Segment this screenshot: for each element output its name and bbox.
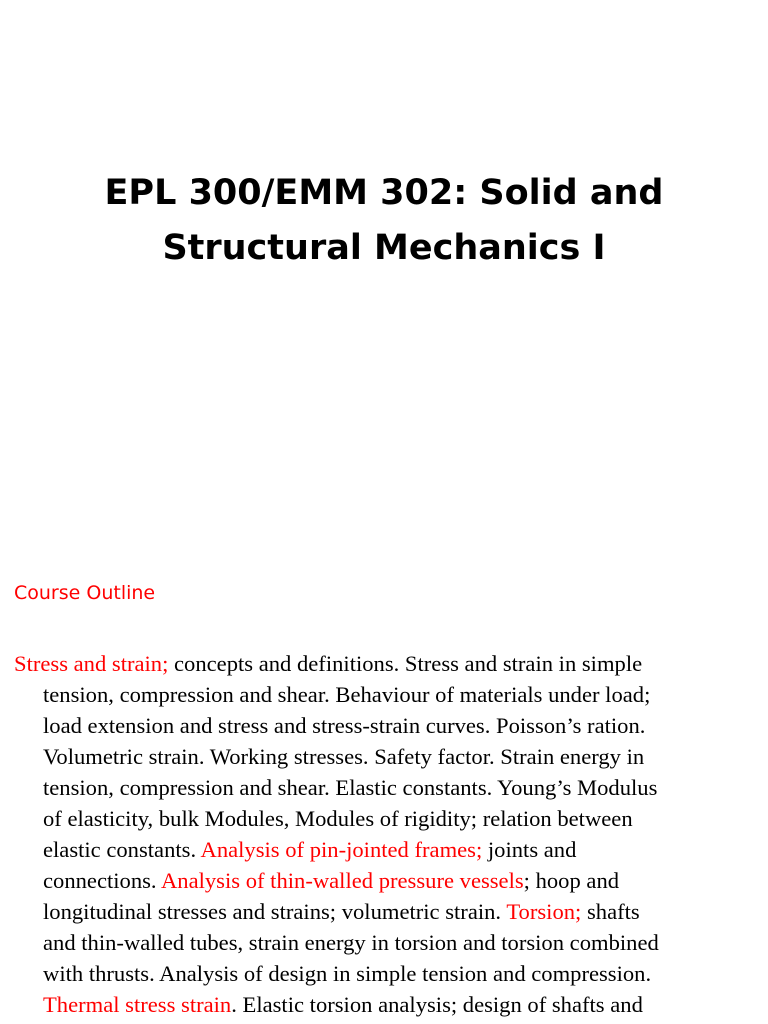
course-outline-heading: Course Outline xyxy=(14,582,156,604)
outline-line xyxy=(14,896,754,927)
outline-text: connections. xyxy=(43,868,161,893)
outline-topic-heading: Torsion; xyxy=(506,899,582,924)
outline-text: load extension and stress and stress-strain curves. Poisson’s ration. xyxy=(43,713,646,738)
outline-text: elastic constants. xyxy=(43,837,201,862)
outline-line xyxy=(14,803,754,834)
outline-text: and thin-walled tubes, strain energy in torsion and torsion combined xyxy=(43,930,659,955)
outline-line xyxy=(14,958,754,989)
outline-line xyxy=(14,927,754,958)
outline-line xyxy=(14,741,754,772)
outline-text: of elasticity, bulk Modules, Modules of rigidity; relation between xyxy=(43,806,633,831)
outline-line xyxy=(14,989,754,1020)
outline-line xyxy=(14,679,754,710)
outline-text: . Elastic torsion analysis; design of shafts and xyxy=(231,992,643,1017)
outline-text: ; hoop and xyxy=(523,868,620,893)
outline-line xyxy=(14,834,754,865)
outline-line xyxy=(14,865,754,896)
outline-text: with thrusts. Analysis of design in simple tension and compression. xyxy=(43,961,652,986)
title-line-2: Structural Mechanics I xyxy=(162,228,606,268)
outline-text: joints and xyxy=(482,837,577,862)
outline-text: tension, compression and shear. Elastic constants. Young’s Modulus xyxy=(43,775,658,800)
outline-topic-heading: Analysis of pin-jointed frames; xyxy=(200,837,483,862)
outline-text: Volumetric strain. Working stresses. Safety factor. Strain energy in xyxy=(43,744,645,769)
outline-text: concepts and definitions. Stress and strain in simple xyxy=(168,651,643,676)
outline-topic-heading: Thermal stress strain xyxy=(43,992,232,1017)
outline-line xyxy=(14,710,754,741)
course-outline-paragraph xyxy=(14,648,754,1020)
outline-topic-heading: Stress and strain; xyxy=(14,651,169,676)
outline-line xyxy=(14,648,754,679)
outline-text: shafts xyxy=(581,899,640,924)
outline-line xyxy=(14,772,754,803)
slide-title xyxy=(0,166,768,276)
outline-topic-heading: Analysis of thin-walled pressure vessels xyxy=(160,868,524,893)
outline-text: tension, compression and shear. Behaviour of materials under load; xyxy=(43,682,651,707)
outline-text: longitudinal stresses and strains; volumetric strain. xyxy=(43,899,507,924)
title-line-1: EPL 300/EMM 302: Solid and xyxy=(104,173,664,213)
